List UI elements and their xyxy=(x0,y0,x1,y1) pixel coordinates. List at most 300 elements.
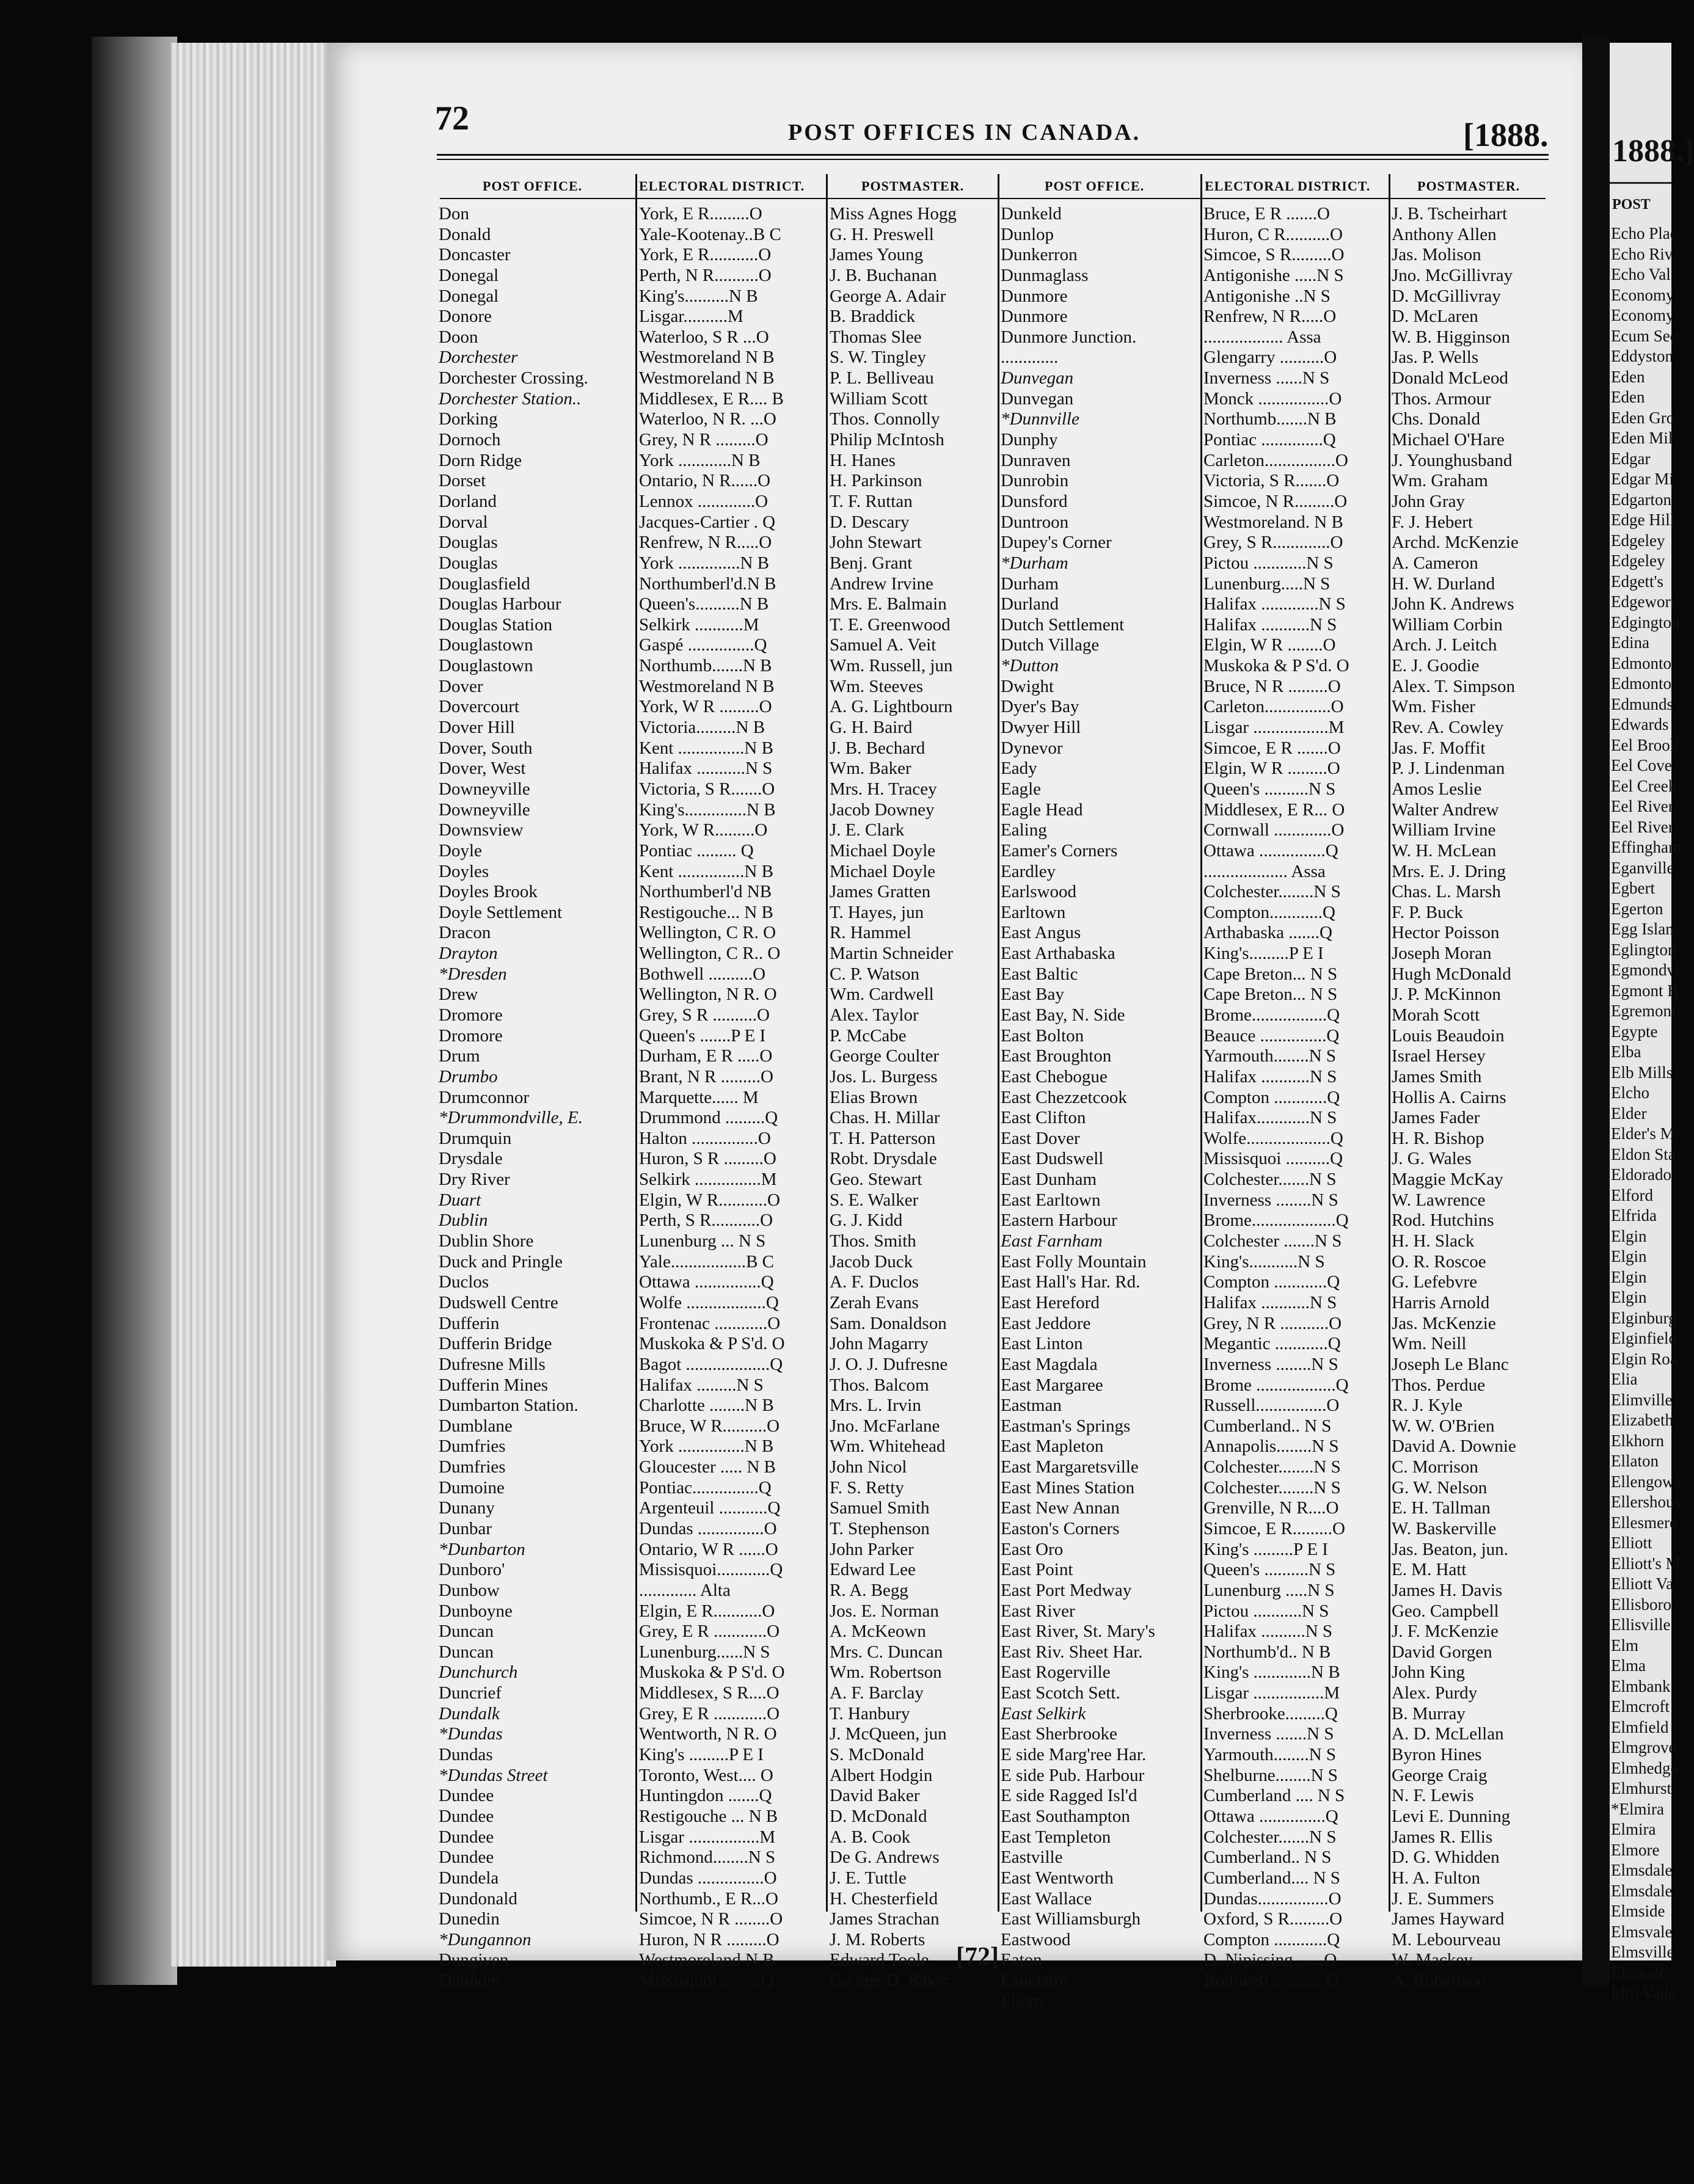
electoral-district-entry: Pontiac ......... Q xyxy=(639,840,754,861)
electoral-district-entry: Bruce, W R..........O xyxy=(639,1416,780,1436)
electoral-district-entry: Grey, E R ............O xyxy=(639,1622,780,1642)
adjacent-page-entry: Elizabeth xyxy=(1611,1411,1673,1429)
post-office-entry: Doyle xyxy=(439,840,482,861)
post-office-entry: Eastwood xyxy=(1001,1929,1071,1949)
postmaster-entry: W. H. McLean xyxy=(1392,840,1497,861)
post-office-entry: Donegal xyxy=(439,265,499,285)
post-office-entry: Dunlop xyxy=(1001,224,1054,244)
electoral-district-entry: Huron, S R .........O xyxy=(639,1149,776,1169)
electoral-district-entry: King's .........P E I xyxy=(1203,1539,1328,1559)
adjacent-page-entry: Elmsvale xyxy=(1611,1922,1673,1941)
adjacent-page-entry: Elmcroft xyxy=(1611,1697,1670,1716)
adjacent-page-entry: Elgin xyxy=(1611,1288,1647,1306)
electoral-district-entry: Megantic ............Q xyxy=(1203,1334,1341,1354)
adjacent-page-entry: Elgin xyxy=(1611,1267,1647,1286)
post-office-entry: East Point xyxy=(1001,1560,1073,1580)
post-office-entry: E side Marg'ree Har. xyxy=(1001,1745,1147,1765)
col-head-postmaster-right: POSTMASTER. xyxy=(1417,178,1521,194)
post-office-entry: Duclos xyxy=(439,1272,489,1292)
postmaster-entry: A. Robertson xyxy=(1392,1971,1486,1991)
post-office-entry: Dunbow xyxy=(439,1580,500,1600)
post-office-entry: East Templeton xyxy=(1001,1827,1111,1847)
electoral-district-entry: Ottawa ...............Q xyxy=(639,1272,774,1292)
post-office-entry: Dumblane xyxy=(439,1416,513,1436)
adjacent-page-entry: Elfrida xyxy=(1611,1206,1657,1225)
postmaster-entry: Morah Scott xyxy=(1392,1005,1480,1025)
adjacent-page-entry: Edgeley xyxy=(1611,551,1665,570)
adjacent-page-entry: Edwards xyxy=(1611,715,1669,733)
divider-5 xyxy=(1389,174,1390,1912)
post-office-entry: Dunmore Junction. xyxy=(1001,327,1137,347)
postmaster-entry: P. L. Belliveau xyxy=(830,368,934,388)
postmaster-entry: Mrs. E. J. Dring xyxy=(1392,861,1506,881)
post-office-entry: Dorland xyxy=(439,491,497,511)
post-office-entry: Dunvegan xyxy=(1001,368,1074,388)
page-edges xyxy=(171,43,336,1967)
electoral-district-entry: Simcoe, N R ........O xyxy=(639,1909,783,1929)
post-office-entry: Donore xyxy=(439,307,492,327)
post-office-entry: Dry River xyxy=(439,1170,510,1190)
post-office-entry: Douglastown xyxy=(439,656,533,676)
electoral-district-entry: Wentworth, N R. O xyxy=(639,1724,777,1744)
postmaster-entry: Michael Doyle xyxy=(830,861,936,881)
electoral-district-entry: Westmoreland. N B xyxy=(1203,512,1343,532)
electoral-district-entry: Simcoe, E R.........O xyxy=(1203,1519,1345,1538)
post-office-entry: Dublin Shore xyxy=(439,1231,534,1251)
electoral-district-entry: Bruce, E R .......O xyxy=(1203,204,1330,224)
post-office-entry: East Hereford xyxy=(1001,1292,1100,1312)
postmaster-entry: J. McQueen, jun xyxy=(830,1724,947,1744)
electoral-district-entry: Renfrew, N R.....O xyxy=(639,533,772,553)
adjacent-page-entry: Edgarton xyxy=(1611,490,1671,509)
adjacent-page-list xyxy=(1611,224,1682,2004)
postmaster-entry: J. F. McKenzie xyxy=(1392,1622,1499,1642)
postmaster-entry: J. E. Clark xyxy=(830,820,905,840)
adjacent-page-entry: Edge Hill xyxy=(1611,511,1675,529)
adjacent-page-entry: Elliott Va xyxy=(1611,1574,1674,1593)
electoral-district-entry: Wellington, C R. O xyxy=(639,923,776,943)
post-office-entry: East Chezzetcook xyxy=(1001,1087,1127,1107)
electoral-district-entry: Yale-Kootenay..B C xyxy=(639,224,781,244)
post-office-entry: Doncaster xyxy=(439,245,511,265)
post-office-entry: Drum xyxy=(439,1046,480,1066)
electoral-district-entry: Queen's .......P E I xyxy=(639,1025,766,1046)
electoral-district-entry: King's .........P E I xyxy=(639,1745,764,1765)
electoral-district-entry: Grenville, N R....O xyxy=(1203,1498,1339,1518)
post-office-entry: Dundela xyxy=(439,1868,499,1888)
electoral-district-entry: King's..............N B xyxy=(639,799,776,820)
post-office-entry: East Magdala xyxy=(1001,1354,1098,1374)
postmaster-entry: John Magarry xyxy=(830,1334,929,1354)
post-office-entry: East Riv. Sheet Har. xyxy=(1001,1642,1143,1662)
electoral-district-entry: King's..........N B xyxy=(639,286,758,306)
electoral-district-entry: Lisgar ................M xyxy=(1203,1683,1340,1703)
postmaster-entry: Hugh McDonald xyxy=(1392,964,1511,984)
electoral-district-entry: Huntingdon .......Q xyxy=(639,1786,772,1806)
electoral-district-entry: Colchester........N S xyxy=(1203,1457,1341,1477)
postmaster-entry: Zerah Evans xyxy=(830,1292,919,1312)
post-office-entry: Eagle xyxy=(1001,779,1042,799)
postmaster-entry: N. F. Lewis xyxy=(1392,1786,1474,1806)
electoral-district-entry: Cumberland.. N S xyxy=(1203,1416,1332,1436)
postmaster-entry: James H. Davis xyxy=(1392,1580,1503,1600)
electoral-district-entry: Bothwell ............O xyxy=(1203,1971,1339,1991)
post-office-entry: East Scotch Sett. xyxy=(1001,1683,1120,1703)
post-office-entry: *Dresden xyxy=(439,964,507,984)
post-office-entry: East Margaretsville xyxy=(1001,1457,1139,1477)
postmaster-entry: H. H. Slack xyxy=(1392,1231,1475,1251)
adjacent-page-entry: Edgington xyxy=(1611,613,1680,632)
adjacent-page-rule xyxy=(1610,182,1671,184)
electoral-district-entry: Grey, E R ............O xyxy=(639,1703,780,1724)
adjacent-page-entry: Edmonto xyxy=(1611,653,1671,672)
electoral-district-entry: Richmond........N S xyxy=(639,1847,776,1868)
adjacent-page-entry: Elginfield xyxy=(1611,1329,1677,1347)
post-office-entry: Dungiven xyxy=(439,1950,509,1970)
postmaster-entry: Geo. Stewart xyxy=(830,1170,922,1190)
adjacent-page-entry: Elford xyxy=(1611,1185,1653,1204)
electoral-district-entry: Frontenac ............O xyxy=(639,1313,781,1333)
post-office-entry: East River xyxy=(1001,1601,1075,1621)
postmaster-entry: John K. Andrews xyxy=(1392,594,1514,614)
post-office-entry: East Mapleton xyxy=(1001,1436,1104,1457)
post-office-entry: Duck and Pringle xyxy=(439,1251,563,1272)
post-office-entry: Dorn Ridge xyxy=(439,450,522,470)
postmaster-entry: H. R. Bishop xyxy=(1392,1128,1484,1148)
post-office-entry: Dupey's Corner xyxy=(1001,533,1112,553)
electoral-district-entry: Cumberland.... N S xyxy=(1203,1868,1340,1888)
post-office-entry: Eastman xyxy=(1001,1396,1062,1416)
post-office-entry: Dunboro' xyxy=(439,1560,505,1580)
post-office-entry: East Port Medway xyxy=(1001,1580,1132,1600)
post-office-entry: Donald xyxy=(439,224,491,244)
postmaster-entry: Wm. Graham xyxy=(1392,471,1488,491)
postmaster-entry: B. Braddick xyxy=(830,307,916,327)
electoral-district-entry: York, E R...........O xyxy=(639,245,772,265)
electoral-district-entry: Middlesex, E R... O xyxy=(1203,799,1345,820)
post-office-entry: *Dunnville xyxy=(1001,409,1079,429)
post-office-entry: Dundas xyxy=(439,1745,493,1765)
post-office-entry: Durland xyxy=(1001,594,1059,614)
adjacent-page-entry: Elgin Roa xyxy=(1611,1349,1678,1368)
post-office-entry: Duncrief xyxy=(439,1683,502,1703)
postmaster-entry: Wm. Fisher xyxy=(1392,697,1475,717)
header-rule-thin xyxy=(437,159,1549,160)
postmaster-entry: Donald McLeod xyxy=(1392,368,1508,388)
postmaster-entry: Chs. Donald xyxy=(1392,409,1480,429)
postmaster-entry: John King xyxy=(1392,1662,1466,1683)
adjacent-page-entry: Edgeley xyxy=(1611,531,1665,550)
post-office-entry: Dundee xyxy=(439,1806,494,1826)
post-office-entry: Doyle Settlement xyxy=(439,902,563,922)
electoral-district-entry: Elgin, W R ........O xyxy=(1203,635,1336,655)
electoral-district-entry: Lunenburg .....N S xyxy=(1203,1580,1335,1600)
post-office-entry: Dundee xyxy=(439,1827,494,1847)
postmaster-entry: A. F. Barclay xyxy=(830,1683,924,1703)
postmaster-entry: Harris Arnold xyxy=(1392,1292,1490,1312)
postmaster-entry: John Stewart xyxy=(830,533,922,553)
post-office-entry: Dutch Village xyxy=(1001,635,1100,655)
post-office-entry: Douglas Harbour xyxy=(439,594,561,614)
adjacent-page-entry: Eddyston xyxy=(1611,347,1674,365)
electoral-district-entry: Marquette...... M xyxy=(639,1087,759,1107)
post-office-entry: Dunbar xyxy=(439,1519,492,1538)
adjacent-page-col-head: POST xyxy=(1612,197,1651,213)
post-office-entry: Doon xyxy=(439,327,478,347)
electoral-district-entry: King's .............N B xyxy=(1203,1662,1340,1683)
electoral-district-entry: Waterloo, N R. ...O xyxy=(639,409,776,429)
electoral-district-entry: Middlesex, S R....O xyxy=(639,1683,779,1703)
electoral-district-entry: Pontiac ..............Q xyxy=(1203,430,1336,450)
postmaster-entry: Thos. Armour xyxy=(1392,388,1491,409)
postmaster-entry: James Young xyxy=(830,245,924,265)
electoral-district-entry: York ...............N B xyxy=(639,1436,774,1457)
adjacent-page-entry: Elmsdale xyxy=(1611,1881,1673,1900)
adjacent-page-entry: Echo Riv xyxy=(1611,244,1673,263)
postmaster-entry: T. F. Ruttan xyxy=(830,491,913,511)
post-office-entry: Douglas Station xyxy=(439,614,553,635)
electoral-district-entry: Colchester.......N S xyxy=(1203,1827,1337,1847)
postmaster-entry: H. A. Fulton xyxy=(1392,1868,1481,1888)
adjacent-page-entry: Elmira xyxy=(1611,1820,1656,1838)
electoral-district-entry: Simcoe, N R.........O xyxy=(1203,491,1348,511)
post-office-entry: Dunmaglass xyxy=(1001,265,1089,285)
electoral-district-entry: Grey, S R ..........O xyxy=(639,1005,770,1025)
postmaster-entry: A. D. McLellan xyxy=(1392,1724,1504,1744)
electoral-district-entry: D. Nipissing.......O xyxy=(1203,1950,1337,1970)
electoral-district-entry: Northumberl'd.N B xyxy=(639,573,776,594)
adjacent-page-entry: Elmbank xyxy=(1611,1676,1671,1695)
postmaster-entry: E. H. Tallman xyxy=(1392,1498,1491,1518)
electoral-district-entry: Perth, N R..........O xyxy=(639,265,772,285)
electoral-district-entry: Yarmouth........N S xyxy=(1203,1046,1337,1066)
electoral-district-entry: Yarmouth........N S xyxy=(1203,1745,1337,1765)
post-office-entry: Eauclaire xyxy=(1001,1971,1068,1991)
postmaster-entry: C. Morrison xyxy=(1392,1457,1478,1477)
postmaster-entry: J. B. Bechard xyxy=(830,738,925,758)
postmaster-entry: Michael Doyle xyxy=(830,840,936,861)
postmaster-entry: J. E. Summers xyxy=(1392,1888,1494,1909)
electoral-district-entry: Westmoreland N B xyxy=(639,368,775,388)
post-office-entry: East Arthabaska xyxy=(1001,944,1115,964)
electoral-district-entry: Victoria.........N B xyxy=(639,718,765,738)
post-office-entry: Dunchurch xyxy=(439,1662,518,1683)
electoral-district-entry: Restigouche ... N B xyxy=(639,1806,778,1826)
postmaster-entry: T. H. Patterson xyxy=(830,1128,936,1148)
electoral-district-entry: Compton............Q xyxy=(1203,902,1335,922)
electoral-district-entry: Muskoka & P S'd. O xyxy=(639,1334,785,1354)
adjacent-page-entry: Eldon Sta xyxy=(1611,1145,1676,1163)
electoral-district-entry: Muskoka & P S'd. O xyxy=(639,1662,785,1683)
postmaster-entry: S. W. Tingley xyxy=(830,348,926,368)
adjacent-page-entry: Elgin xyxy=(1611,1247,1647,1265)
electoral-district-entry: Wellington, C R.. O xyxy=(639,944,781,964)
postmaster-entry: D. McDonald xyxy=(830,1806,927,1826)
postmaster-entry: Mrs. L. Irvin xyxy=(830,1396,921,1416)
electoral-district-entry: Cape Breton... N S xyxy=(1203,985,1338,1005)
postmaster-entry: T. Hanbury xyxy=(830,1703,910,1724)
postmaster-entry: W. Lawrence xyxy=(1392,1190,1486,1210)
postmaster-entry: Edward Toole xyxy=(830,1950,929,1970)
post-office-entry: Duncan xyxy=(439,1622,494,1642)
post-office-entry: Eady xyxy=(1001,759,1037,779)
postmaster-entry: Wm. Whitehead xyxy=(830,1436,946,1457)
postmaster-entry: Wm. Robertson xyxy=(830,1662,942,1683)
post-office-entry: Dunmore xyxy=(1001,307,1068,327)
adjacent-page-entry: Edgar Mi xyxy=(1611,470,1674,488)
post-office-entry: Ealing xyxy=(1001,820,1047,840)
adjacent-page-entry: Effingham xyxy=(1611,838,1681,856)
postmaster-entry: Wm. Baker xyxy=(830,759,911,779)
post-office-entry: Dromore xyxy=(439,1025,503,1046)
book-spine xyxy=(92,37,177,1985)
electoral-district-entry: Bothwell ..........O xyxy=(639,964,766,984)
adjacent-page-entry: Eglington xyxy=(1611,940,1676,959)
postmaster-entry: A. G. Lightbourn xyxy=(830,697,953,717)
adjacent-page-entry: Echo Val xyxy=(1611,265,1671,283)
adjacent-page-entry: Elm Valle xyxy=(1611,1984,1676,2002)
adjacent-page-entry: Elmhurst xyxy=(1611,1779,1671,1797)
electoral-district-entry: Beauce ...............Q xyxy=(1203,1025,1340,1046)
electoral-district-entry: Shelburne........N S xyxy=(1203,1765,1338,1785)
adjacent-page-entry: Egypte xyxy=(1611,1022,1658,1041)
electoral-district-entry: Colchester........N S xyxy=(1203,882,1341,902)
postmaster-entry: Miss Agnes Hogg xyxy=(830,204,957,224)
electoral-district-entry: Elgin, E R...........O xyxy=(639,1601,775,1621)
post-office-entry: East Mines Station xyxy=(1001,1477,1135,1498)
postmaster-entry: Mrs. E. Balmain xyxy=(830,594,947,614)
adjacent-page xyxy=(1610,43,1694,2002)
postmaster-entry: J. P. McKinnon xyxy=(1392,985,1501,1005)
electoral-district-entry: ................... Assa xyxy=(1203,861,1326,881)
postmaster-entry: Martin Schneider xyxy=(830,944,954,964)
postmaster-entry: Robt. Drysdale xyxy=(830,1149,937,1169)
postmaster-entry: Andrew Irvine xyxy=(830,573,933,594)
electoral-district-entry: Annapolis........N S xyxy=(1203,1436,1339,1457)
electoral-district-entry: York, E R.........O xyxy=(639,204,762,224)
postmaster-entry: Jas. Molison xyxy=(1392,245,1481,265)
post-office-entry: Dorchester Station.. xyxy=(439,388,582,409)
postmaster-entry: De G. Andrews xyxy=(830,1847,940,1868)
postmaster-entry: David Baker xyxy=(830,1786,920,1806)
electoral-district-entry: Victoria, S R.......O xyxy=(639,779,775,799)
adjacent-page-entry: Eel Creek xyxy=(1611,776,1677,795)
divider-4 xyxy=(1200,174,1202,1912)
postmaster-entry: Chas. H. Millar xyxy=(830,1108,940,1128)
postmaster-entry: T. Hayes, jun xyxy=(830,902,924,922)
adjacent-page-entry: Eel Brook xyxy=(1611,735,1679,754)
adjacent-page-entry: Elb Mills xyxy=(1611,1063,1673,1082)
electoral-district-entry: Bagot ...................Q xyxy=(639,1354,783,1374)
postmaster-entry: Rev. A. Cowley xyxy=(1392,718,1504,738)
postmaster-entry: F. P. Buck xyxy=(1392,902,1463,922)
adjacent-page-entry: Egmont B xyxy=(1611,981,1679,1000)
adjacent-page-entry: Elliott xyxy=(1611,1534,1652,1552)
adjacent-page-entry: Elmhedge xyxy=(1611,1758,1678,1777)
adjacent-page-entry: Eel River xyxy=(1611,797,1674,815)
electoral-district-entry: Waterloo, S R ...O xyxy=(639,327,769,347)
adjacent-page-entry: Egbert xyxy=(1611,879,1655,897)
post-office-entry: East Chebogue xyxy=(1001,1066,1108,1087)
post-office-entry: Dunkeld xyxy=(1001,204,1062,224)
post-office-entry: Dorval xyxy=(439,512,488,532)
post-office-entry: *Dungannon xyxy=(439,1929,531,1949)
adjacent-page-entry: Eldorado xyxy=(1611,1165,1671,1184)
col-head-district-right: ELECTORAL DISTRICT. xyxy=(1205,178,1371,194)
adjacent-page-entry: Elba xyxy=(1611,1043,1641,1061)
adjacent-page-entry: Egg Islan xyxy=(1611,920,1674,938)
postmaster-entry: Thos. Perdue xyxy=(1392,1375,1486,1395)
electoral-district-entry: Inverness ........N S xyxy=(1203,1190,1338,1210)
post-office-entry: East Dudswell xyxy=(1001,1149,1104,1169)
electoral-district-entry: Cornwall .............O xyxy=(1203,820,1345,840)
postmaster-entry: S. McDonald xyxy=(830,1745,924,1765)
post-office-entry: Dunham xyxy=(439,1971,500,1991)
postmaster-entry: Benj. Grant xyxy=(830,553,913,573)
post-office-entry: Dunkerron xyxy=(1001,245,1078,265)
postmaster-entry: Jas. McKenzie xyxy=(1392,1313,1496,1333)
postmaster-entry: Thomas Slee xyxy=(830,327,922,347)
postmaster-entry: J. M. Roberts xyxy=(830,1929,925,1949)
electoral-district-entry: York, W R .........O xyxy=(639,697,772,717)
electoral-district-entry: Brome ..................Q xyxy=(1203,1375,1349,1395)
postmaster-entry: James Strachan xyxy=(830,1909,940,1929)
left-postmaster-column xyxy=(830,204,996,1992)
postmaster-entry: W. Mackey xyxy=(1392,1950,1473,1970)
postmaster-entry: Wm. Cardwell xyxy=(830,985,934,1005)
post-office-entry: Duntroon xyxy=(1001,512,1069,532)
electoral-district-entry: Drummond .........Q xyxy=(639,1108,778,1128)
postmaster-entry: Amos Leslie xyxy=(1392,779,1482,799)
post-office-entry: Drayton xyxy=(439,944,498,964)
post-office-entry: Dunraven xyxy=(1001,450,1071,470)
adjacent-page-entry: Edgar xyxy=(1611,449,1651,468)
col-head-postmaster-left: POSTMASTER. xyxy=(861,178,965,194)
electoral-district-entry: Northumb., E R...O xyxy=(639,1888,778,1909)
electoral-district-entry: Lunenburg......N S xyxy=(639,1642,770,1662)
post-office-entry: Drumquin xyxy=(439,1128,512,1148)
electoral-district-entry: Huron, C R..........O xyxy=(1203,224,1343,244)
postmaster-entry: Edward Lee xyxy=(830,1560,916,1580)
post-office-entry: Duncan xyxy=(439,1642,494,1662)
post-office-entry: East Bay xyxy=(1001,985,1064,1005)
postmaster-entry: G. J. Kidd xyxy=(830,1210,903,1231)
post-office-entry: East Linton xyxy=(1001,1334,1083,1354)
postmaster-entry: James Gratten xyxy=(830,882,931,902)
adjacent-page-entry: Ellisboro' xyxy=(1611,1595,1674,1614)
electoral-district-entry: Elgin, W R...........O xyxy=(639,1190,780,1210)
electoral-district-entry: Toronto, West.... O xyxy=(639,1765,773,1785)
adjacent-page-entry: Ellesmere xyxy=(1611,1513,1677,1532)
postmaster-entry: J. Younghusband xyxy=(1392,450,1513,470)
postmaster-entry: Jas. F. Moffit xyxy=(1392,738,1486,758)
post-office-entry: E side Pub. Harbour xyxy=(1001,1765,1145,1785)
postmaster-entry: Alex. Taylor xyxy=(830,1005,919,1025)
postmaster-entry: T. Stephenson xyxy=(830,1519,930,1538)
adjacent-page-entry: Edmunds xyxy=(1611,694,1674,713)
postmaster-entry: J. O. J. Dufresne xyxy=(830,1354,948,1374)
electoral-district-entry: Muskoka & P S'd. O xyxy=(1203,656,1349,676)
post-office-entry: East Dover xyxy=(1001,1128,1080,1148)
adjacent-page-entry: Elm xyxy=(1611,1636,1638,1654)
adjacent-page-entry: Eel Cove xyxy=(1611,756,1672,774)
column-header-rule xyxy=(440,198,1546,199)
post-office-entry: Eastman's Springs xyxy=(1001,1416,1131,1436)
electoral-district-entry: Halifax ...........N S xyxy=(1203,614,1337,635)
col-head-post-office-right: POST OFFICE. xyxy=(1045,178,1145,194)
post-office-entry: East Rogerville xyxy=(1001,1662,1111,1683)
adjacent-page-entry: Economy xyxy=(1611,306,1674,324)
